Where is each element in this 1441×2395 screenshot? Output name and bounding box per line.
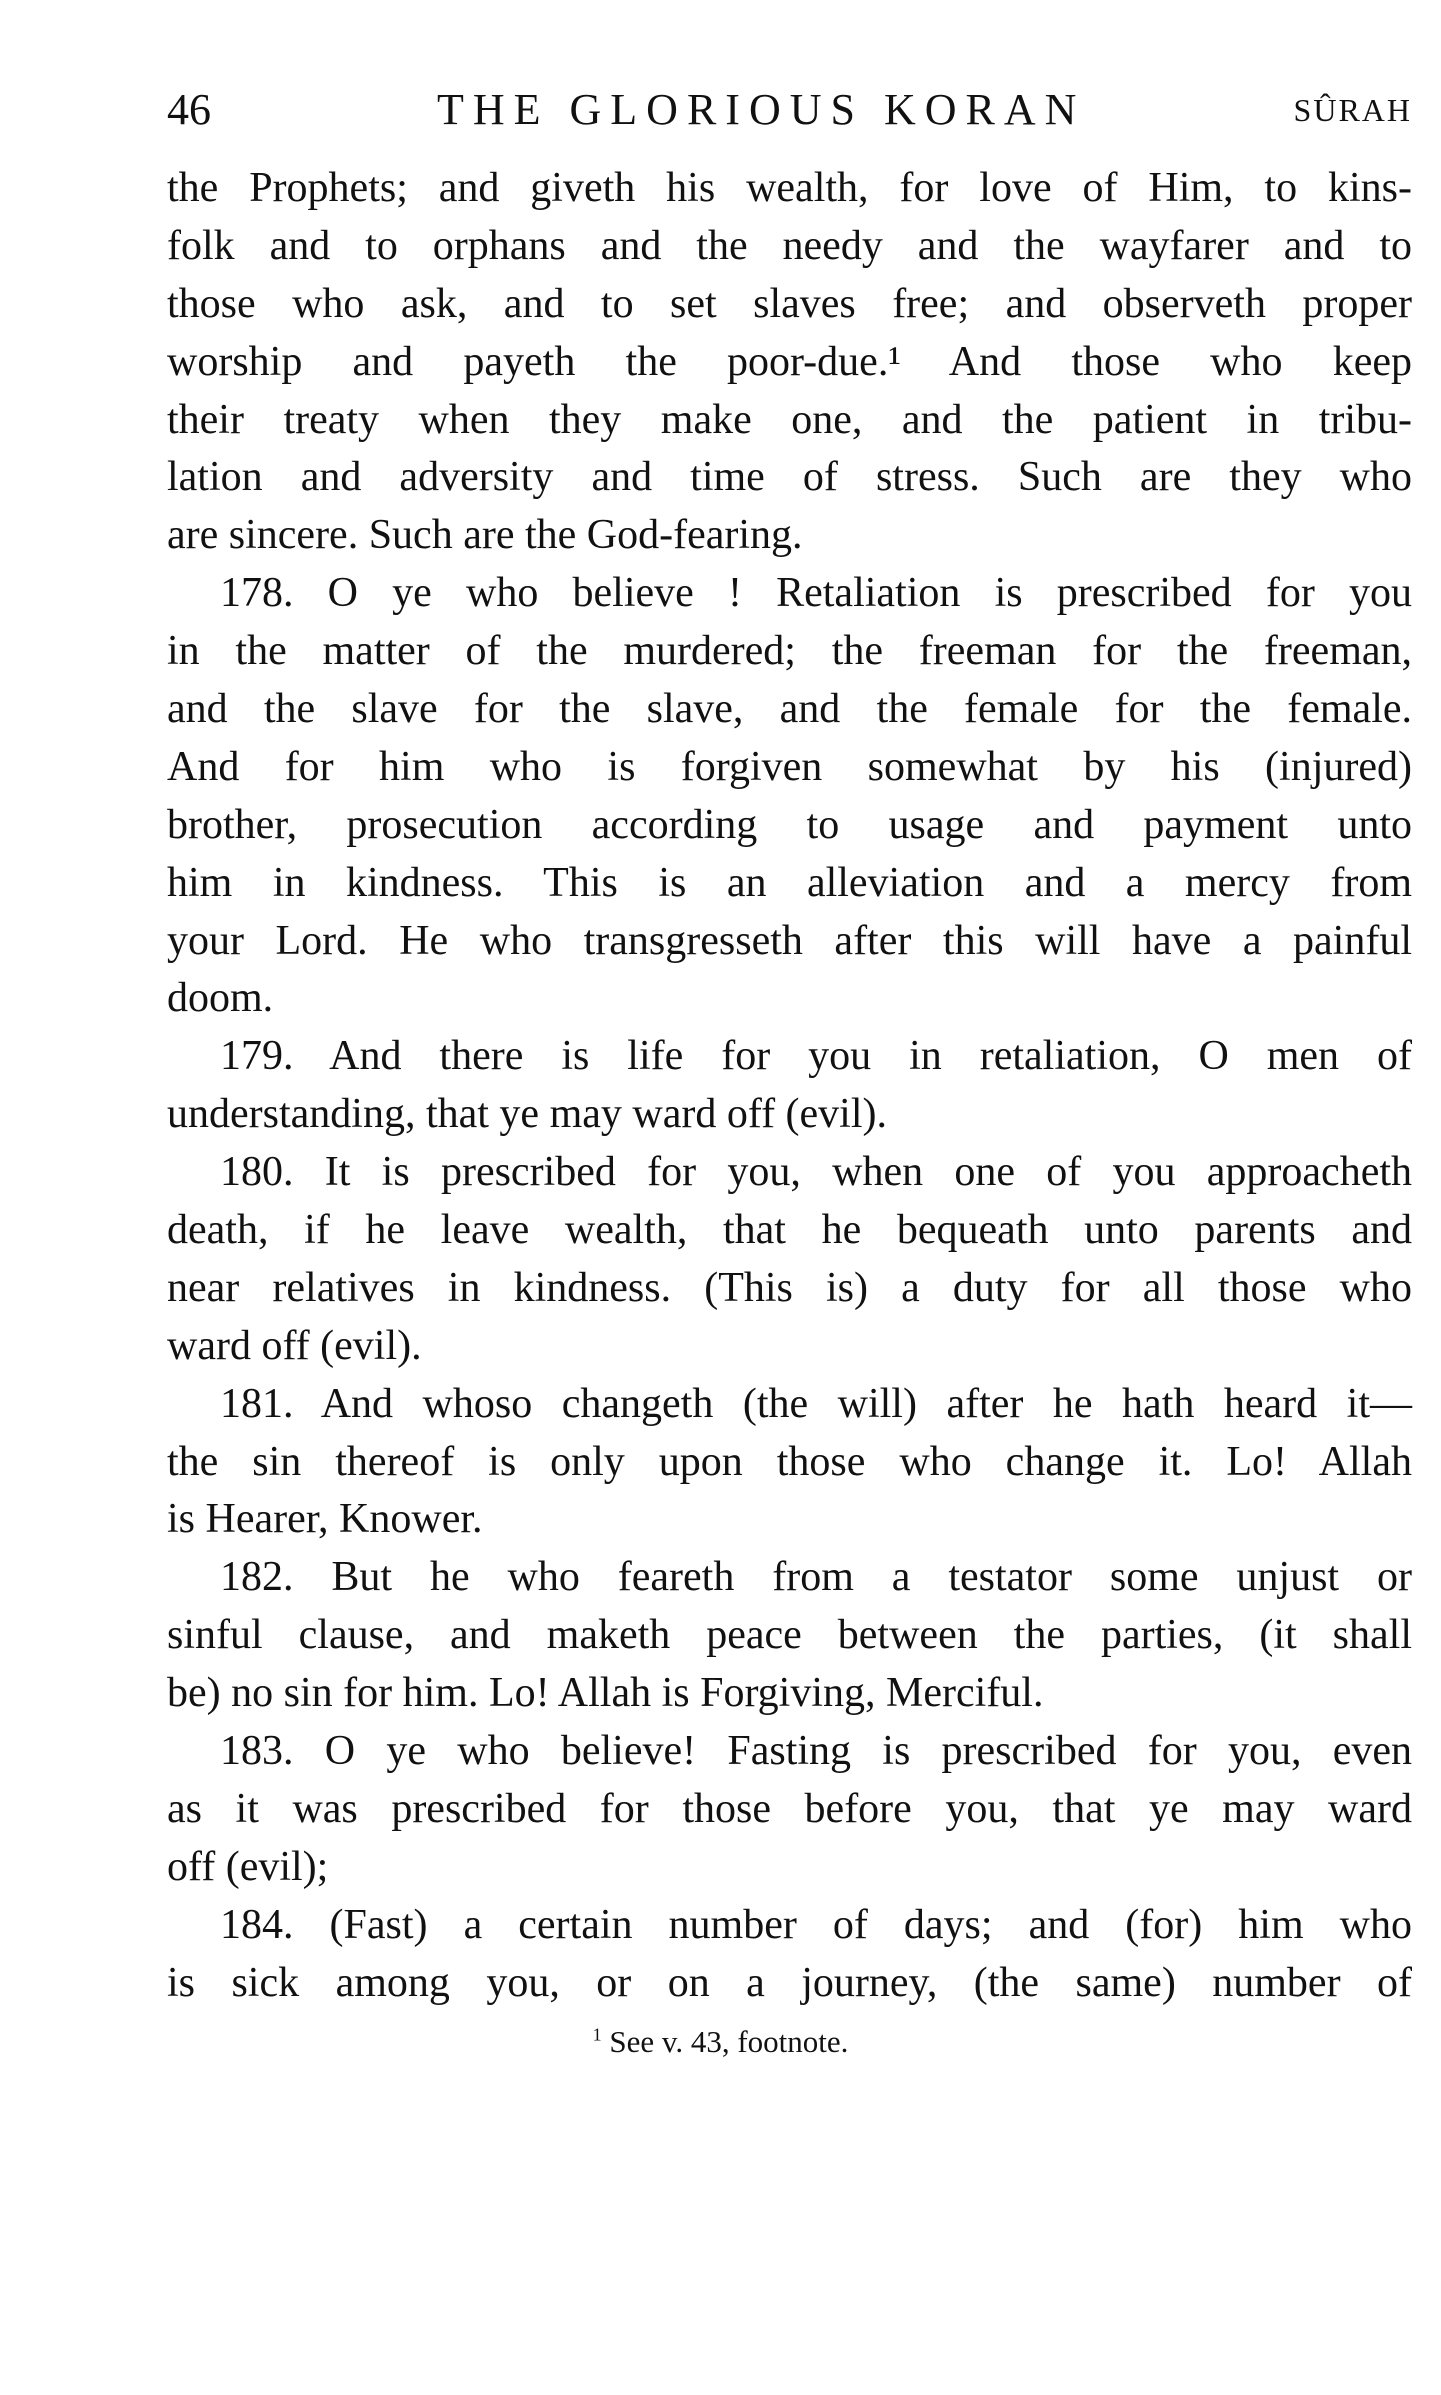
- text-line: doom.: [167, 975, 274, 1022]
- footnote-marker: 1: [592, 2024, 602, 2045]
- text-line: 184. (Fast) a certain number of days; and (for) him who: [220, 1901, 1412, 1948]
- text-line: 183. O ye who believe! Fasting is prescribed for you, even: [220, 1728, 1412, 1775]
- text-line: brother, prosecution according to usage and payment unto: [167, 801, 1412, 848]
- paragraph: [167, 1549, 1412, 1723]
- text-line: is Hearer, Knower.: [167, 1496, 483, 1543]
- text-line: off (evil);: [167, 1843, 329, 1890]
- text-line: the sin thereof is only upon those who change it. Lo! Allah: [167, 1438, 1412, 1485]
- text-line: those who ask, and to set slaves free; and observeth proper: [167, 280, 1412, 327]
- paragraph: [167, 1376, 1412, 1550]
- text-line: understanding, that ye may ward off (evil).: [167, 1091, 888, 1138]
- text-line: 180. It is prescribed for you, when one of you approacheth: [220, 1149, 1412, 1196]
- text-line: in the matter of the murdered; the freeman for the freeman,: [167, 628, 1412, 675]
- text-line: 179. And there is life for you in retaliation, O men of: [220, 1033, 1412, 1080]
- paragraph: [167, 1897, 1412, 2013]
- footnote-text: See v. 43, footnote.: [609, 2024, 849, 2059]
- text-line: is sick among you, or on a journey, (the same) number of: [167, 1959, 1412, 2006]
- text-line: are sincere. Such are the God-fearing.: [167, 512, 803, 559]
- footnote: [0, 2024, 1441, 2060]
- page-number: 46: [167, 85, 211, 134]
- text-line: be) no sin for him. Lo! Allah is Forgiving, Merciful.: [167, 1670, 1044, 1717]
- paragraph: [167, 1028, 1412, 1144]
- text-line: folk and to orphans and the needy and the wayfarer and to: [167, 222, 1412, 269]
- paragraph: [167, 1144, 1412, 1376]
- text-line: your Lord. He who transgresseth after this will have a painful: [167, 917, 1412, 964]
- text-line: and the slave for the slave, and the female for the female.: [167, 686, 1412, 733]
- text-line: their treaty when they make one, and the patient in tribu-: [167, 396, 1412, 443]
- text-line: 178. O ye who believe ! Retaliation is prescribed for you: [220, 570, 1412, 617]
- text-line: death, if he leave wealth, that he bequeath unto parents and: [167, 1207, 1412, 1254]
- running-header: [167, 84, 1412, 144]
- paragraph: [167, 160, 1412, 565]
- page-body: [167, 160, 1412, 2013]
- text-line: 181. And whoso changeth (the will) after he hath heard it—: [220, 1380, 1412, 1427]
- text-line: him in kindness. This is an alleviation and a mercy from: [167, 859, 1412, 906]
- text-line: 182. But he who feareth from a testator some unjust or: [220, 1554, 1412, 1601]
- paragraph: [167, 1723, 1412, 1897]
- text-line: the Prophets; and giveth his wealth, for love of Him, to kins-: [167, 165, 1412, 211]
- book-title: THE GLORIOUS KORAN: [437, 85, 1086, 134]
- text-line: lation and adversity and time of stress. Such are they who: [167, 454, 1412, 501]
- section-label: SÛRAH: [1293, 92, 1412, 128]
- text-line: sinful clause, and maketh peace between the parties, (it shall: [167, 1612, 1412, 1659]
- text-line: as it was prescribed for those before you, that ye may ward: [167, 1785, 1412, 1832]
- paragraph: [167, 565, 1412, 1028]
- text-line: near relatives in kindness. (This is) a duty for all those who: [167, 1264, 1412, 1311]
- text-line: ward off (evil).: [167, 1322, 422, 1369]
- text-line: And for him who is forgiven somewhat by his (injured): [167, 743, 1412, 790]
- text-line: worship and payeth the poor-due.¹ And those who keep: [167, 338, 1412, 385]
